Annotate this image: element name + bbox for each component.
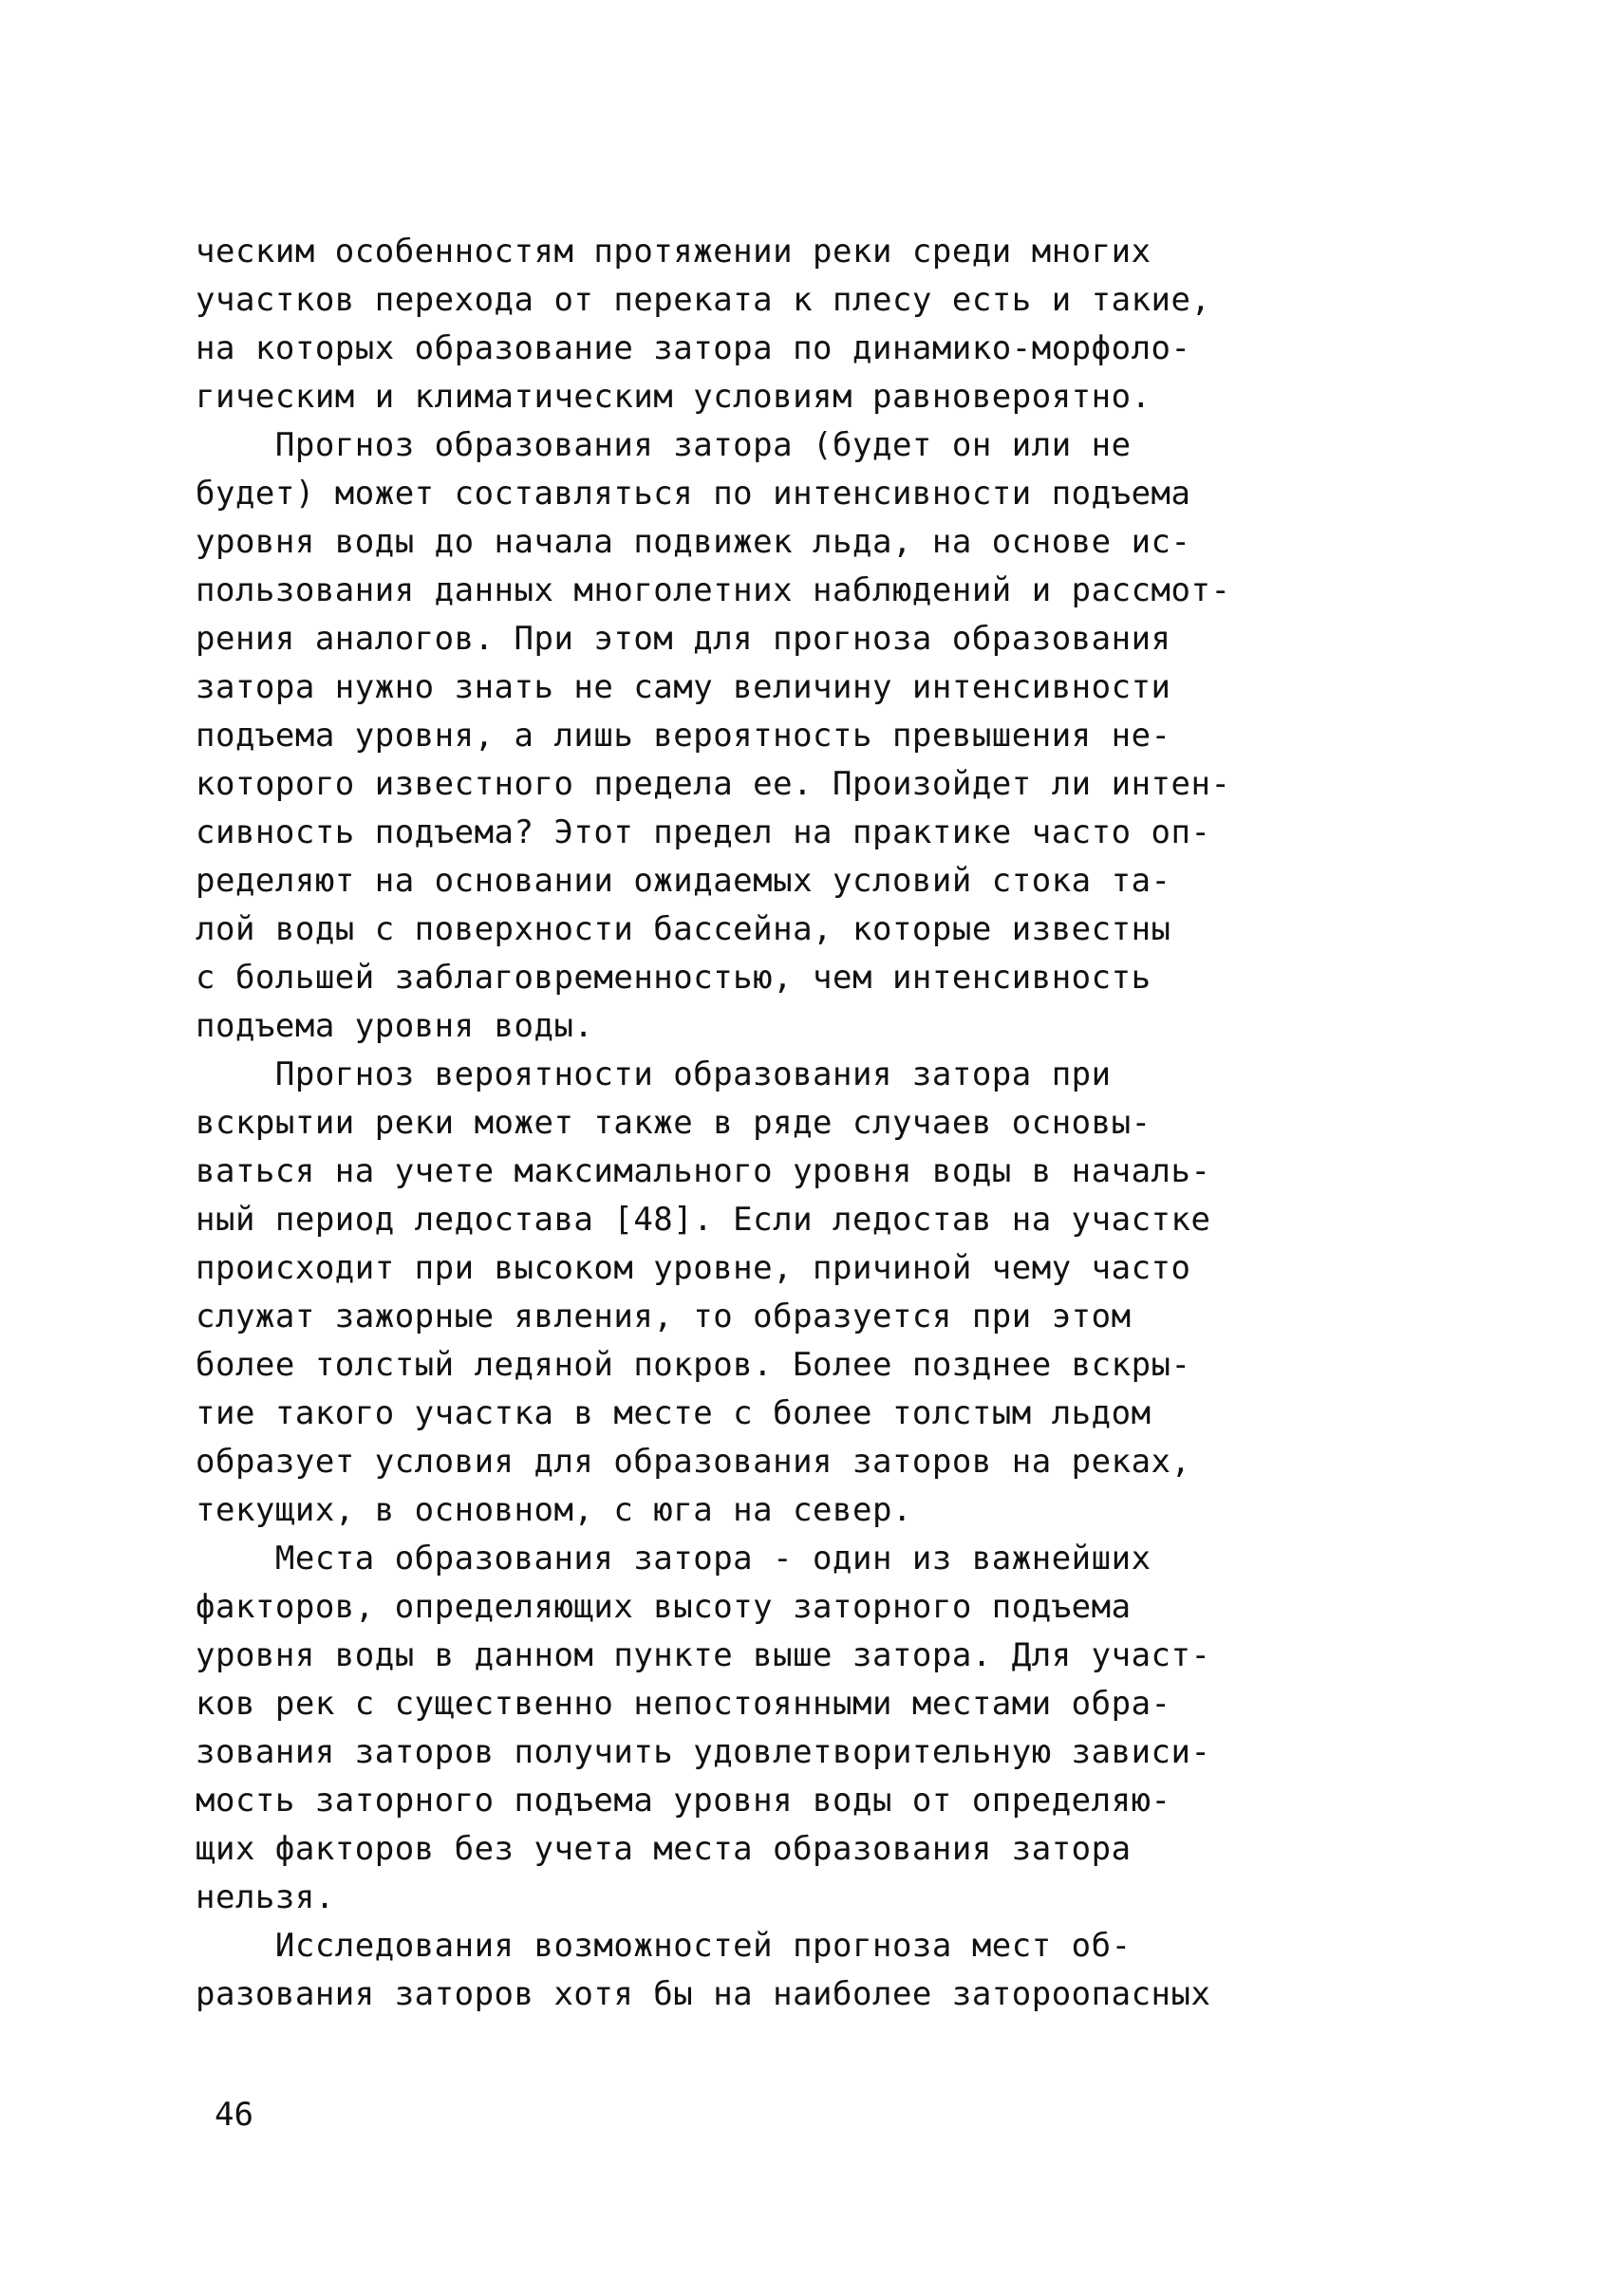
text-line: Прогноз образования затора (будет он или не xyxy=(196,426,1132,464)
text-line: которого известного предела ее. Произойдет ли интен- xyxy=(196,765,1231,803)
text-line: щих факторов без учета места образования затора xyxy=(196,1830,1132,1868)
text-line: рения аналогов. При этом для прогноза образования xyxy=(196,620,1171,658)
text-line: ков рек с существенно непостоянными местами обра- xyxy=(196,1685,1171,1723)
text-line: текущих, в основном, с юга на север. xyxy=(196,1491,912,1529)
text-line: пользования данных многолетних наблюдений и рассмот- xyxy=(196,571,1231,609)
text-line: тие такого участка в месте с более толстым льдом xyxy=(196,1394,1151,1432)
text-line: ческим особенностям протяжении реки среди многих xyxy=(196,233,1151,271)
text-line: подъема уровня, а лишь вероятность превышения не- xyxy=(196,717,1171,755)
text-line: ный период ледостава [48]. Если ледостав на участке xyxy=(196,1201,1211,1239)
body-text xyxy=(196,228,1430,2019)
text-line: подъема уровня воды. xyxy=(196,1007,594,1045)
text-line: ваться на учете максимального уровня воды в началь- xyxy=(196,1152,1211,1190)
text-line: мость заторного подъема уровня воды от определяю- xyxy=(196,1782,1171,1820)
text-line: будет) может составляться по интенсивности подъема xyxy=(196,475,1191,513)
text-line: вскрытии реки может также в ряде случаев основы- xyxy=(196,1104,1151,1142)
text-line: более толстый ледяной покров. Более позднее вскры- xyxy=(196,1346,1191,1384)
text-line: нельзя. xyxy=(196,1878,335,1916)
text-line: зования заторов получить удовлетворительную зависи- xyxy=(196,1733,1211,1771)
text-line: уровня воды до начала подвижек льда, на основе ис- xyxy=(196,523,1191,561)
text-line: происходит при высоком уровне, причиной чему часто xyxy=(196,1249,1191,1287)
text-line: разования заторов хотя бы на наиболее заторoопасных xyxy=(196,1975,1211,2013)
text-line: лой воды с поверхности бассейна, которые известны xyxy=(196,910,1171,948)
text-line: служат зажорные явления, то образуется при этом xyxy=(196,1297,1132,1335)
text-line: образует условия для образования заторов на реках, xyxy=(196,1443,1191,1481)
text-line: участков перехода от переката к плесу есть и такие, xyxy=(196,281,1211,319)
text-line: факторов, определяющих высоту заторного подъема xyxy=(196,1588,1132,1626)
text-line: Места образования затора - один из важнейших xyxy=(196,1540,1151,1577)
text-line: сивность подъема? Этот предел на практике часто оп- xyxy=(196,813,1211,851)
text-line: Прогноз вероятности образования затора при xyxy=(196,1055,1112,1093)
text-line: гическим и климатическим условиям равновероятно. xyxy=(196,378,1151,416)
text-line: затора нужно знать не саму величину интенсивности xyxy=(196,668,1171,706)
page-number: 46 xyxy=(215,2096,253,2134)
text-line: уровня воды в данном пункте выше затора. Для участ- xyxy=(196,1636,1211,1674)
text-line: Исследования возможностей прогноза мест об- xyxy=(196,1927,1132,1965)
text-line: с большей заблаговременностью, чем интенсивность xyxy=(196,959,1151,997)
text-line: ределяют на основании ожидаемых условий стока та- xyxy=(196,862,1171,900)
text-line: на которых образование затора по динамико-морфоло- xyxy=(196,329,1191,367)
